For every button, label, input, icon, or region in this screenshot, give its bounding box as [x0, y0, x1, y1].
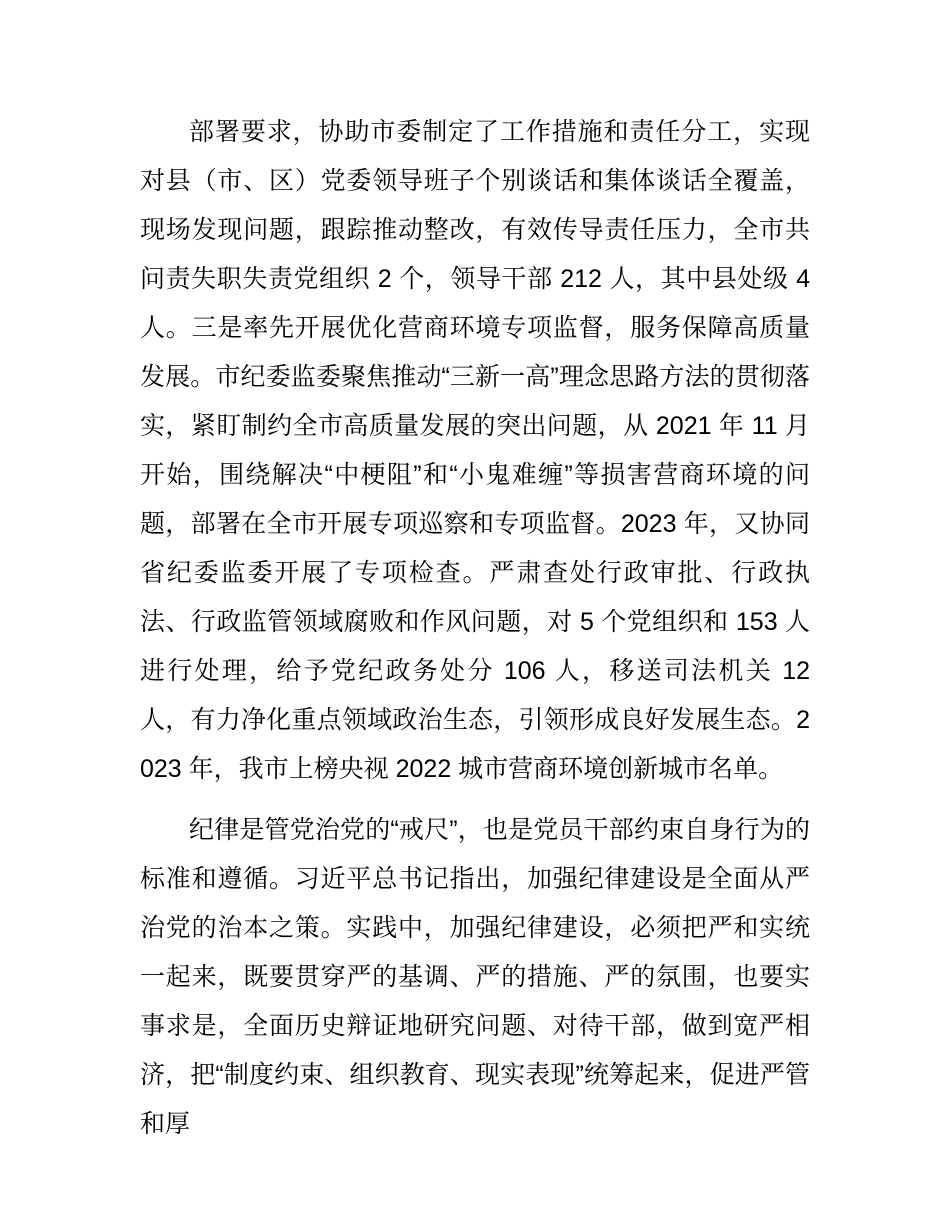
paragraph-body-1: 部署要求，协助市委制定了工作措施和责任分工，实现对县（市、区）党委领导班子个别谈话和集体谈话全覆盖，现场发现问题，跟踪推动整改，有效传导责任压力，全市共问责失职失责党组织 2 个，领导干部 212 人，其中县处级 4 人。三是率先开展优化营商环境专项监督，服务保障高质量发展。市纪委监委聚焦推动“三新一高”理念思路方法的贯彻落实，紧盯制约全市高质量发展的突出问题，从 2021 年 11 月开始，围绕解决“中梗阻”和“小鬼难缠”等损害营商环境的问题，部署在全市开展专项巡察和专项监督。2023 年，又协同省纪委监委开展了专项检查。严肃查处行政审批、行政执法、行政监管领域腐败和作风问题，对 5 个党组织和 153 人进行处理，给予党纪政务处分 106 人，移送司法机关 12 人，有力净化重点领域政治生态，引领形成良好发展生态。2023 年，我市上榜央视 2022 城市营商环境创新城市名单。	[140, 118, 810, 783]
paragraph-body-2: 纪律是管党治党的“戒尺”，也是党员干部约束自身行为的标准和遵循。习近平总书记指出，加强纪律建设是全面从严治党的治本之策。实践中，加强纪律建设，必须把严和实统一起来，既要贯穿严的基调、严的措施、严的氛围，也要实事求是，全面历史辩证地研究问题、对待干部，做到宽严相济，把“制度约束、组织教育、现实表现”统筹起来，促进严管和厚	[140, 816, 810, 1138]
